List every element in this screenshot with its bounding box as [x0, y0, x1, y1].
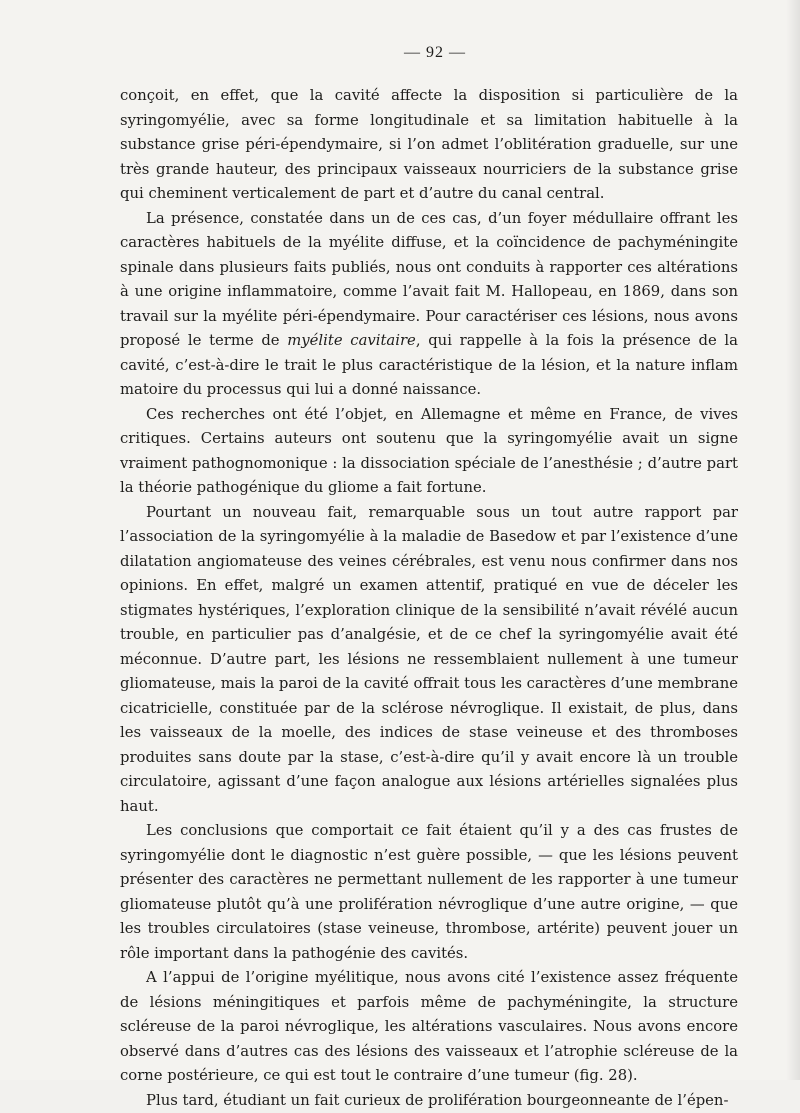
- paragraph-4: Pourtant un nouveau fait, remarquable sous un tout autre rapport par l’association de la syringomyélie à la maladie de Basedow et par l’existence d’une dilatation angiomateuse des veines cérébrales, est venu nous confirmer dans nos opinions. En effet, malgré un examen attentif, pratiqué en vue de déceler les stigmates hystériques, l’exploration clinique de la sensibilité n’avait révélé aucun trouble, en particulier pas d’analgésie, et de ce chef la syringomyélie avait été méconnue. D’autre part, les lésions ne ressemblaient nullement à une tumeur gliomateuse, mais la paroi de la cavité offrait tous les caractères d’une membrane cicatricielle, constituée par de la sclérose névroglique. Il existait, de plus, dans les vaisseaux de la moelle, des indices de stase veineuse et des thromboses produites sans doute par la stase, c’est-à-dire qu’il y avait encore là un trouble circulatoire, agissant d’une façon analogue aux lésions artérielles signalées plus haut.: [120, 501, 738, 820]
- paragraph-2-before: La présence, constatée dans un de ces cas, d’un foyer médullaire offrant les caractères habituels de la myélite diffuse, et la coïncidence de pachyméningite spinale dans plusieurs faits publiés, nous ont conduits à rapporter ces altérations à une origine inflammatoire, comme l’avait fait M. Hallopeau, en 1869, dans son travail sur la myélite péri-épendymaire. Pour caractériser ces lésions, nous avons proposé le terme de: [120, 210, 738, 350]
- paragraph-7: Plus tard, étudiant un fait curieux de prolifération bourgeonneante de l’épen-: [120, 1089, 738, 1113]
- paragraph-2: [120, 207, 738, 403]
- page-edge-shadow: [786, 0, 800, 1080]
- page-number: — 92 —: [0, 44, 800, 62]
- paragraph-3: Ces recherches ont été l’objet, en Allemagne et même en France, de vives critiques. Certains auteurs ont soutenu que la syringomyélie avait un signe vraiment pathognomonique : la dissociation spéciale de l’anesthésie ; d’autre part la théorie pathogénique du gliome a fait fortune.: [120, 403, 738, 501]
- paragraph-5: Les conclusions que comportait ce fait étaient qu’il y a des cas frustes de syringomyélie dont le diagnostic n’est guère possible, — que les lésions peuvent présenter des caractères ne permettant nullement de les rapporter à une tumeur gliomateuse plutôt qu’à une prolifération névroglique d’une autre origine, — que les troubles circulatoires (stase veineuse, thrombose, artérite) peuvent jouer un rôle important dans la pathogénie des cavités.: [120, 819, 738, 966]
- body-text: [120, 84, 738, 1113]
- term-myelite-cavitaire: myélite cavitaire: [287, 332, 416, 349]
- paragraph-6: A l’appui de l’origine myélitique, nous avons cité l’existence assez fréquente de lésions méningitiques et parfois même de pachyméningite, la structure scléreuse de la paroi névroglique, les altérations vasculaires. Nous avons encore observé dans d’autres cas des lésions des vaisseaux et l’atrophie scléreuse de la corne postérieure, ce qui est tout le contraire d’une tumeur (fig. 28).: [120, 966, 738, 1089]
- paragraph-1-continuation: conçoit, en effet, que la cavité affecte la disposition si particulière de la syringomyélie, avec sa forme longitudinale et sa limitation habituelle à la substance grise péri-épendymaire, si l’on admet l’oblitération graduelle, sur une très grande hauteur, des principaux vaisseaux nourriciers de la substance grise qui cheminent verticalement de part et d’autre du canal central.: [120, 84, 738, 207]
- paragraph-2-after: , qui rappelle à la fois la présence de la cavité, c’est-à-dire le trait le plus caractéristique de la lésion, et la nature inflam matoire du processus qui lui a donné naissance.: [120, 332, 738, 398]
